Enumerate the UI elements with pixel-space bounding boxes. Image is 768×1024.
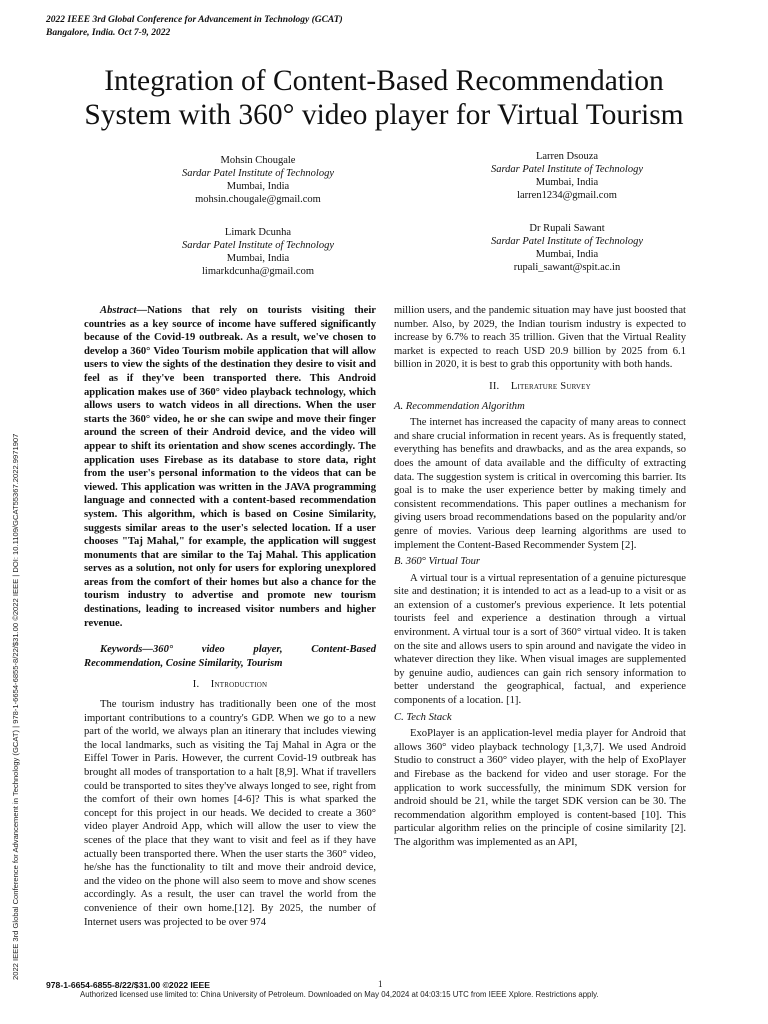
author-location: Mumbai, India — [535, 177, 599, 188]
conference-header — [46, 14, 446, 40]
author-block-2 — [457, 150, 677, 202]
author-affiliation: Sardar Patel Institute of Technology — [490, 236, 644, 247]
section-title: Introduction — [210, 679, 268, 691]
author-affiliation: Sardar Patel Institute of Technology — [181, 240, 335, 251]
author-location: Mumbai, India — [226, 181, 290, 192]
conference-location: Bangalore, India. Oct 7-9, 2022 — [46, 28, 171, 38]
author-location: Mumbai, India — [226, 253, 290, 264]
section-title: Literature Survey — [510, 380, 591, 392]
recommendation-paragraph: The internet has increased the capacity of many areas to connect and share crucial information in recent years. As is frequently stated, everything has benefits and drawbacks, and as the area expands, so does the amount of data available and the difficulty of extracting data. The suggestion system is critical in overcoming this barrier. Its goal is to make the user experience better by making timely and consistent recommendations. This paper outlines a mechanism for giving users broad recommendations based on the popularity and/or genre of movies. Various deep learning algorithms are used to implement the Content-Based Recommender System [2]. — [394, 417, 686, 551]
author-block-1 — [148, 154, 368, 206]
author-affiliation: Sardar Patel Institute of Technology — [490, 164, 644, 175]
footer-isbn: 978-1-6654-6855-8/22/$31.00 ©2022 IEEE — [46, 980, 211, 990]
author-name: Mohsin Chougale — [220, 155, 296, 166]
section-heading-literature-survey — [394, 380, 686, 394]
introduction-paragraph: The tourism industry has traditionally been one of the most important contributions to a country's GDP. When we go to a new part of the world, we always plan an itinerary that includes viewing the local landmarks, such as visiting the Taj Mahal in Agra or the Eiffel Tower in Paris. However, the current Covid-19 outbreak has brought all modes of transportation to a halt [8,9]. What if travellers could be transported to sites they've always longed to see, right from the comfort of their own homes [4-6]? This is what sparked the concept for this project in our heads. We decided to create a 360° video player Android App, which will allow the user to view the scenes of the place that they want to visit and feel as if they have actually been transported there. When the user starts the 360° video, he/she has the functionality to tilt and move their android device, and the video on the phone will also seem to move and show scenes accordingly. As a result, the user can travel the world from the convenience of their own home.[12]. By 2025, the number of Internet users was projected to be over 974 — [84, 699, 376, 928]
virtual-tour-paragraph: A virtual tour is a virtual representation of a genuine picturesque site and destination; it is intended to act as a lead-up to a visit or as an extension of a customer's previous experience. It lets potential tourists feel and experience a destination through a virtual environment. A virtual tour is a sort of 360° virtual video. It is taken on the site and allows users to spin around and navigate the video in whatever direction they like. When visual images are supplemented by genuine audio, audiences can gain rich sensory information to better understand the geographical, factual, and experience components of a location. [1]. — [394, 572, 686, 707]
author-email[interactable]: larren1234@gmail.com — [517, 190, 617, 201]
abstract-label: Abstract — [100, 305, 137, 316]
author-name: Limark Dcunha — [224, 227, 292, 238]
left-column — [84, 304, 376, 929]
title-line-1: Integration of Content-Based Recommendation — [104, 65, 664, 97]
paper-title — [30, 64, 738, 132]
section-heading-introduction — [84, 678, 376, 692]
keywords: Keywords—360° video player, Content-Based Recommendation, Cosine Similarity, Tourism — [84, 644, 376, 669]
introduction-continuation: million users, and the pandemic situation may have just boosted that number. Also, by 2029, the Indian tourism industry is expected to increase by 6.7% to reach 35 trillion. Given that the Virtual Reality market is expected to reach USD 20.9 billion by 2025 from 6.1 billion in 2020, it is best to grab this opportunity with both hands. — [394, 305, 686, 371]
tech-stack-paragraph: ExoPlayer is an application-level media player for Android that allows 360° video playback technology [1,3,7]. We used Android Studio to construct a 360° video player, with the help of ExoPlayer and Firebase as the backend for video and user storage. For the application to work successfully, the minimum SDK version for android should be 21, while the target SDK version can be 30. The recommendation algorithm employed is content-based [10]. This particular algorithm relies on the principle of cosine similarity [2]. The algorithm was implemented as an API, — [394, 728, 686, 848]
subsection-heading-recommendation: A. Recommendation Algorithm — [394, 400, 525, 412]
abstract — [84, 304, 376, 630]
title-line-2: System with 360° video player for Virtual Tourism — [84, 99, 684, 131]
author-email[interactable]: limarkdcunha@gmail.com — [201, 266, 314, 277]
doi-sidebar: 2022 IEEE 3rd Global Conference for Advancement in Technology (GCAT) | 978-1-6654-6855-8/22/$31.00 ©2022 IEEE | DOI: 10.1109/GCAT55367.2022.9971907 — [11, 433, 20, 980]
subsection-heading-tech-stack: C. Tech Stack — [394, 711, 452, 723]
author-name: Larren Dsouza — [535, 151, 599, 162]
license-notice: Authorized licensed use limited to: China University of Petroleum. Downloaded on May 04,2024 at 04:03:15 UTC from IEEE Xplore. Restrictions apply. — [80, 990, 599, 999]
author-affiliation: Sardar Patel Institute of Technology — [181, 168, 335, 179]
right-column — [394, 304, 686, 850]
author-location: Mumbai, India — [535, 249, 599, 260]
author-email[interactable]: rupali_sawant@spit.ac.in — [513, 262, 621, 273]
author-block-4 — [457, 222, 677, 274]
author-email[interactable]: mohsin.chougale@gmail.com — [195, 194, 321, 205]
section-number: II. — [489, 380, 500, 392]
author-block-3 — [148, 226, 368, 278]
page-number: 1 — [378, 979, 383, 989]
section-number: I. — [192, 679, 200, 691]
abstract-text: —Nations that rely on tourists visiting their countries as a key source of income have suffered significantly because of the Covid-19 outbreak. As a result, we've chosen to develop a 360° Video Tourism mobile application that will allow users to view the sights of the destination they desire to visit and feel as if they've been transported there. This Android application makes use of 360° video playback technology, which allows users to watch videos in all directions. When the user starts the 360° video, he or she can swipe and move their finger around the screen of their Android device, and the video will appear to shift its orientation and show scenes accordingly. The application uses Firebase as its database to store data, right from the user's personal information to the videos that can be viewed. This application was written in the JAVA programming language and connected with a content-based recommendation system. This algorithm, which is based on Cosine Similarity, suggests similar areas to the user's selected location. If a user chooses "Taj Mahal," for example, the application will suggest monuments that are similar to the Taj Mahal. This application serves as a solution, not only for users for exploring unexplored areas from the comfort of their homes but also a chance for the tourism industry to advertise and promote new tourism destinations, leading to increased visitor numbers and higher revenue. — [84, 305, 376, 629]
author-name: Dr Rupali Sawant — [529, 223, 605, 234]
conference-name: 2022 IEEE 3rd Global Conference for Advancement in Technology (GCAT) — [46, 15, 343, 25]
subsection-heading-virtual-tour: B. 360° Virtual Tour — [394, 556, 481, 568]
